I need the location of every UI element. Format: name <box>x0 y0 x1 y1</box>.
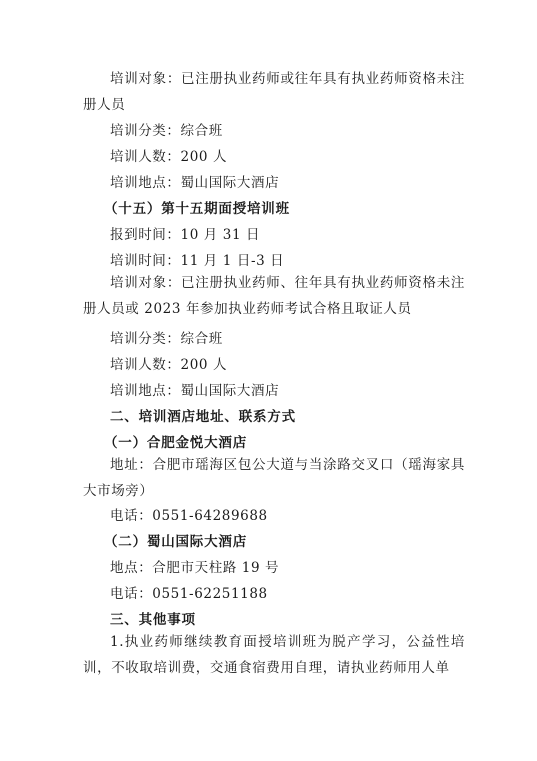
training-time-line: 培训时间：11 月 1 日-3 日 <box>110 253 285 269</box>
hotel-1-heading: （一）合肥金悦大酒店 <box>104 435 247 451</box>
hotel-2-heading: （二）蜀山国际大酒店 <box>104 534 247 550</box>
training-location-line-2: 培训地点：蜀山国际大酒店 <box>110 383 280 399</box>
training-count-line: 培训人数：200 人 <box>110 149 228 165</box>
training-count-line-2: 培训人数：200 人 <box>110 357 228 373</box>
registration-time-line: 报到时间：10 月 31 日 <box>110 227 261 243</box>
training-target-paragraph: 培训对象：已注册执业药师或往年具有执业药师资格未注册人员 <box>83 71 465 113</box>
hotel-2-location-line: 地点：合肥市天柱路 19 号 <box>110 560 280 576</box>
session-15-heading: （十五）第十五期面授培训班 <box>104 201 290 217</box>
hotel-2-phone-line: 电话：0551-62251188 <box>110 586 268 602</box>
section-3-heading: 三、其他事项 <box>110 612 196 628</box>
training-target-paragraph-2: 培训对象：已注册执业药师、往年具有执业药师资格未注册人员或 2023 年参加执业药师考试合格且取证人员 <box>83 275 465 317</box>
hotel-1-phone-line: 电话：0551-64289688 <box>110 508 268 524</box>
training-category-line-2: 培训分类：综合班 <box>110 331 223 347</box>
training-location-line: 培训地点：蜀山国际大酒店 <box>110 175 280 191</box>
other-matters-paragraph: 1.执业药师继续教育面授培训班为脱产学习，公益性培训，不收取培训费，交通食宿费用自理，请执业药师用人单 <box>83 634 465 676</box>
section-2-heading: 二、培训酒店地址、联系方式 <box>110 409 296 425</box>
hotel-1-address-paragraph: 地址：合肥市瑶海区包公大道与当涂路交叉口（瑶海家具大市场旁） <box>83 457 465 499</box>
training-category-line: 培训分类：综合班 <box>110 123 223 139</box>
